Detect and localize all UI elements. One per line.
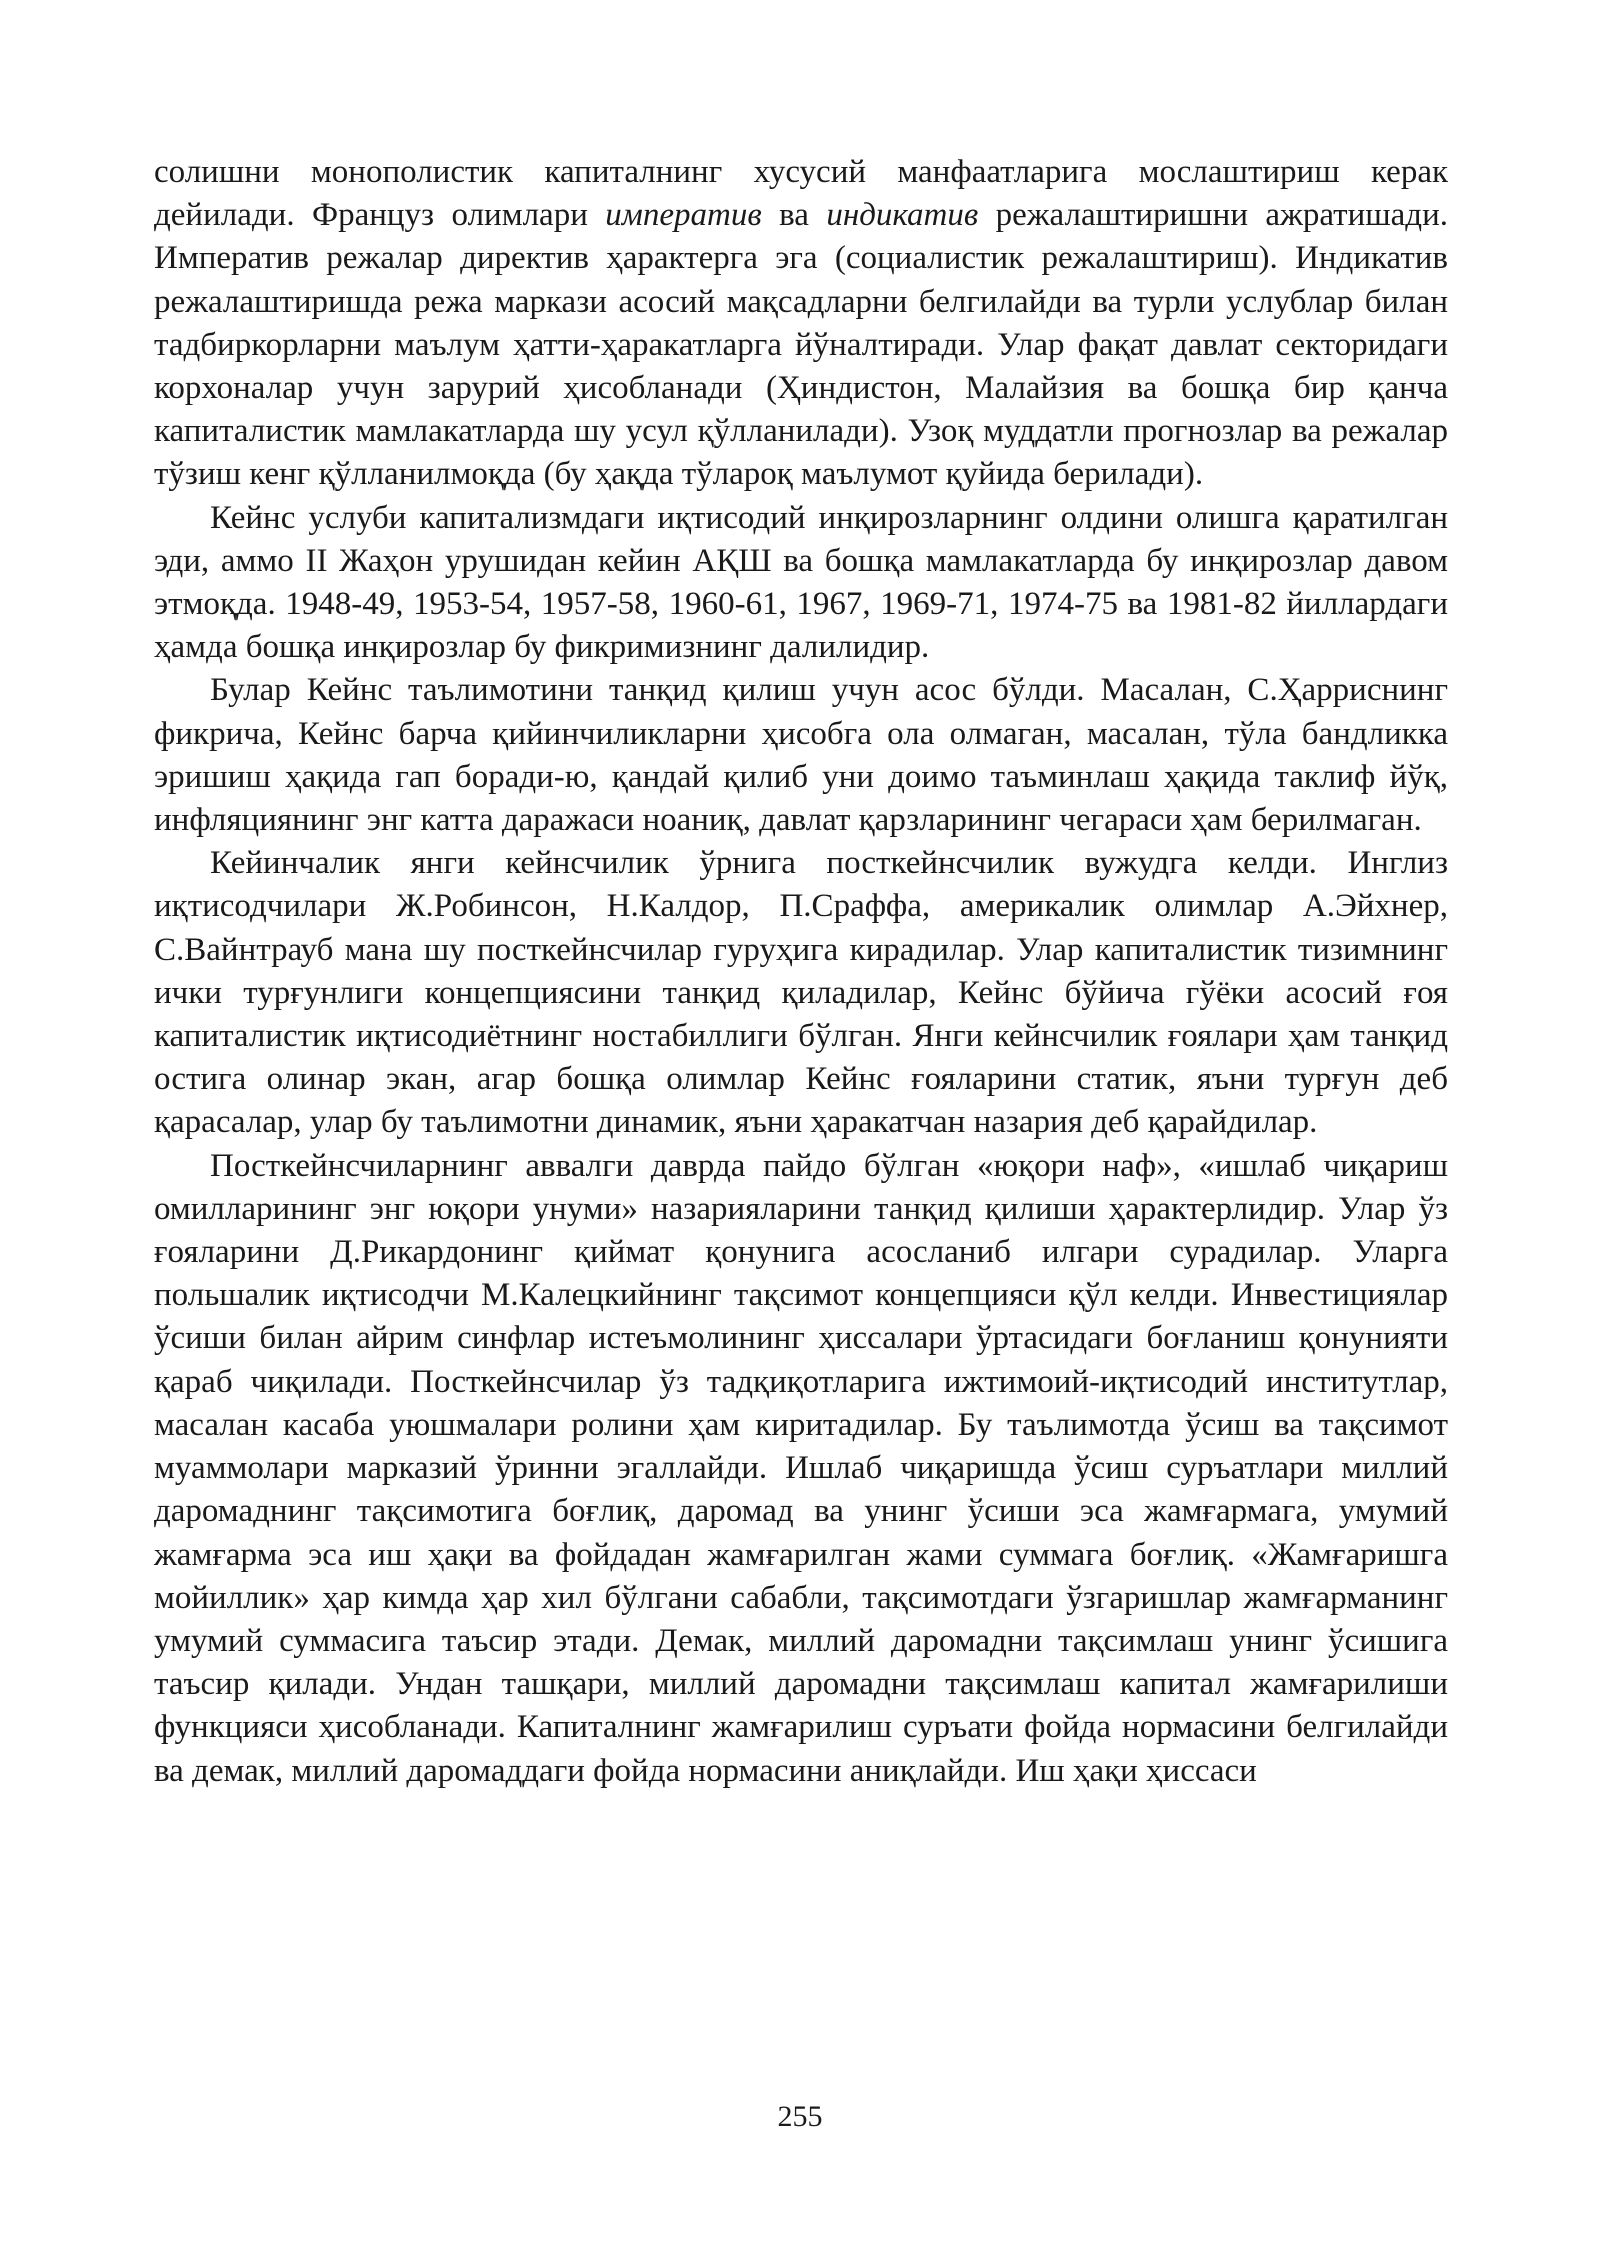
paragraph-3	[154, 669, 1448, 842]
italic-term: императив	[605, 197, 762, 234]
text-span: Посткейнсчиларнинг аввалги даврда пайдо бўлган «юқори наф», «ишлаб чиқариш омилларининг энг юқори унуми» назарияларини танқид қилиши ҳарактерлидир. Улар ўз ғояларини Д.Рикардонинг қиймат қонунига асосланиб илгари сурадилар. Уларга польшалик иқтисодчи М.Калецкийнинг тақсимот концепцияси қўл келди. Инвестициялар ўсиши билан айрим синфлар истеъмолининг ҳиссалари ўртасидаги боғланиш қонунияти қараб чиқилади. Посткейнсчилар ўз тадқиқотларига ижтимоий-иқтисодий институтлар, масалан касаба уюшмалари ролини ҳам киритадилар. Бу таълимотда ўсиш ва тақсимот муаммолари марказий ўринни эгаллайди. Ишлаб чиқаришда ўсиш суръатлари миллий даромаднинг тақсимотига боғлиқ, даромад ва унинг ўсиши эса жамғармага, умумий жамғарма эса иш ҳақи ва фойдадан жамғарилган жами суммага боғлиқ. «Жамғаришга мойиллик» ҳар кимда ҳар хил бўлгани сабабли, тақсимотдаги ўзгаришлар жамғарманинг умумий суммасига таъсир этади. Демак, миллий даромадни тақсимлаш унинг ўсишига таъсир қилади. Ундан ташқари, миллий даромадни тақсимлаш капитал жамғарилиши функцияси ҳисобланади. Капиталнинг жамғарилиш суръати фойда нормасини белгилайди ва демак, миллий даромаддаги фойда нормасини аниқлайди. Иш ҳақи ҳиссаси	[154, 1147, 1448, 1789]
text-span: ва	[761, 197, 827, 234]
text-span: Кейнс услуби капитализмдаги иқтисодий инқирозларнинг олдини олишга қаратилган эди, аммо II Жаҳон урушидан кейин АҚШ ва бошқа мамлакатларда бу инқирозлар давом этмоқда. 1948-49, 1953-54, 1957-58, 1960-61, 1967, 1969-71, 1974-75 ва 1981-82 йиллардаги ҳамда бошқа инқирозлар бу фикримизнинг далилидир.	[154, 499, 1448, 666]
text-span: Булар Кейнс таълимотини танқид қилиш учун асос бўлди. Масалан, С.Ҳарриснинг фикрича, Кейнс барча қийинчиликларни ҳисобга ола олмаган, масалан, тўла бандликка эришиш ҳақида гап боради-ю, қандай қилиб уни доимо таъминлаш ҳақида таклиф йўқ, инфляциянинг энг катта даражаси ноаниқ, давлат қарзларининг чегараси ҳам берилмаган.	[154, 672, 1448, 839]
text-span: Кейинчалик янги кейнсчилик ўрнига посткейнсчилик вужудга келди. Инглиз иқтисодчилари Ж.Робинсон, Н.Калдор, П.Сраффа, америкалик олимлар А.Эйхнер, С.Вайнтрауб мана шу посткейнсчилар гуруҳига кирадилар. Улар капиталистик тизимнинг ички турғунлиги концепциясини танқид қиладилар, Кейнс бўйича гўёки асосий ғоя капиталистик иқтисодиётнинг ностабиллиги бўлган. Янги кейнсчилик ғоялари ҳам танқид остига олинар экан, агар бошқа олимлар Кейнс ғояларини статик, яъни турғун деб қарасалар, улар бу таълимотни динамик, яъни ҳаракатчан назария деб қарайдилар.	[154, 845, 1448, 1141]
body-text	[154, 151, 1448, 1793]
paragraph-2	[154, 497, 1448, 670]
paragraph-4	[154, 842, 1448, 1144]
paragraph-5	[154, 1145, 1448, 1793]
italic-term: индикатив	[826, 197, 979, 234]
text-span: солишни монополистик капиталнинг хусусий манфаатларига мослаштириш керак дейилади. Француз олимлари	[154, 154, 1448, 234]
page-number: 255	[777, 2100, 823, 2133]
paragraph-1	[154, 151, 1448, 497]
text-span: режалаштиришни ажратишади. Императив режалар директив ҳарактерга эга (социалистик режалаштириш). Индикатив режалаштиришда режа маркази асосий мақсадларни белгилайди ва турли услублар билан тадбиркорларни маълум ҳатти-ҳаракатларга йўналтиради. Улар фақат давлат секторидаги корхоналар учун зарурий ҳисобланади (Ҳиндистон, Малайзия ва бошқа бир қанча капиталистик мамлакатларда шу усул қўлланилади). Узоқ муддатли прогнозлар ва режалар тўзиш кенг қўлланилмоқда (бу ҳақда тўлароқ маълумот қуйида берилади).	[154, 197, 1448, 493]
